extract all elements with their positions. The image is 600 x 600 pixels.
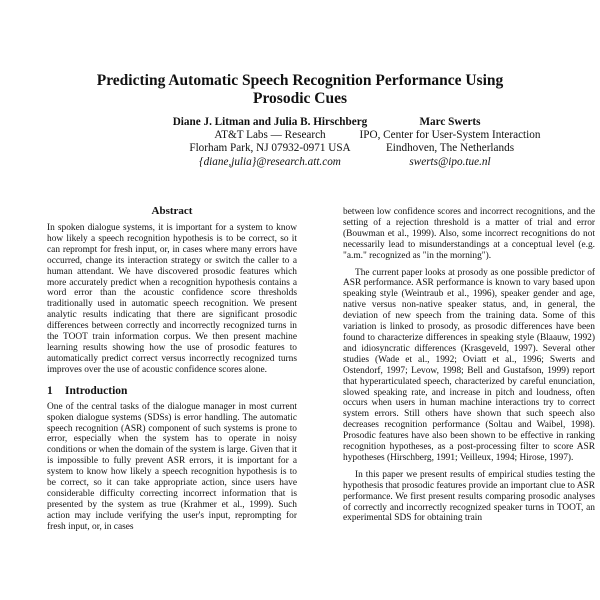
title-line-2: Prosodic Cues [252,90,347,107]
author-block-right [350,116,550,169]
right-paragraph-2: The current paper looks at prosody as one possible predictor of ASR performance. ASR performance is known to vary based upon speaking style (Weintraub et al., 1996), speaker gender and age, native versus non-native speaker status, and, in general, the deviation of new speech from the training data. Some of this variation is linked to prosody, as prosodic differences have been found to characterize differences in speaking style (Blaauw, 1992) and idiosyncratic differences (Krasgeveld, 1997). Several other studies (Wade et al., 1992; Oviatt et al., 1996; Swerts and Ostendorf, 1997; Levow, 1998; Bell and Gustafson, 1999) report that hyperarticulated speech, characterized by careful enunciation, slowed speaking rate, and increase in pitch and loudness, often occurs when users in human machine interactions try to correct system errors. Still others have shown that such speech also decreases recognition performance (Soltau and Waibel, 1998). Prosodic features have also been shown to be effective in ranking recognition hypotheses, as a post-processing filter to score ASR hypotheses (Hirschberg, 1991; Veilleux, 1994; Hirose, 1997). [343,267,595,463]
right-paragraph-1: between low confidence scores and incorrect recognitions, and the setting of a rejection threshold is a matter of trial and error (Bouwman et al., 1999). Also, some incorrect recognitions do not necessarily lead to misunderstandings at a conceptual level (e.g. "a.m." recognized as "in the morning"). [343,207,595,261]
author-names-right: Marc Swerts [419,116,481,128]
author-email-left: {diane,julia}@research.att.com [199,155,341,168]
right-column [343,207,595,524]
author-email-right: swerts@ipo.tue.nl [409,155,491,168]
author-affiliation-left: AT&T Labs — Research [214,129,326,142]
author-address-right: Eindhoven, The Netherlands [385,142,515,155]
section-title: Introduction [65,384,128,397]
introduction-text: One of the central tasks of the dialogue manager in most current spoken dialogue systems (SDSs) is error handling. The automatic speech recognition (ASR) component of such systems is prone to error, especially when the system has to operate in noisy conditions or when the domain of the system is large. Given that it is impossible to fully prevent ASR errors, it is important for a system to know how likely a speech recognition hypothesis is to be correct, so it can take appropriate action, since users have considerable difficulty correcting incorrect information that is presented by the system as true (Krahmer et al., 1999). Such action may include verifying the user's input, reprompting for fresh input, or, in cases [47,401,297,532]
section-heading-introduction [47,385,297,398]
paper-title [70,72,530,108]
abstract-heading: Abstract [151,205,193,217]
author-address-left: Florham Park, NJ 07932-0971 USA [189,142,351,155]
abstract-text: In spoken dialogue systems, it is important for a system to know how likely a speech recognition hypothesis is to be correct, so it can reprompt for fresh input, or, in cases where many errors have occurred, change its interaction strategy or switch the caller to a human attendant. We have discovered prosodic features which more accurately predict when a recognition hypothesis contains a word error than the acoustic confidence score thresholds traditionally used in automatic speech recognition. We present analytic results indicating that there are significant prosodic differences between correctly and incorrectly recognized turns in the TOOT train information corpus. We then present machine learning results showing how the use of prosodic features to automatically predict correct versus incorrectly recognized turns improves over the use of acoustic confidence scores alone. [47,223,297,375]
section-number: 1 [47,384,53,397]
title-line-1: Predicting Automatic Speech Recognition Performance Using [96,72,504,89]
left-column [47,205,297,533]
author-affiliation-right: IPO, Center for User-System Interaction [359,129,541,142]
author-names-left: Diane J. Litman and Julia B. Hirschberg [172,116,368,128]
right-paragraph-3: In this paper we present results of empirical studies testing the hypothesis that prosodic features provide an important clue to ASR performance. We first present results comparing prosodic analyses of correctly and incorrectly recognized speaker turns in TOOT, an experimental SDS for obtaining train [343,469,595,524]
